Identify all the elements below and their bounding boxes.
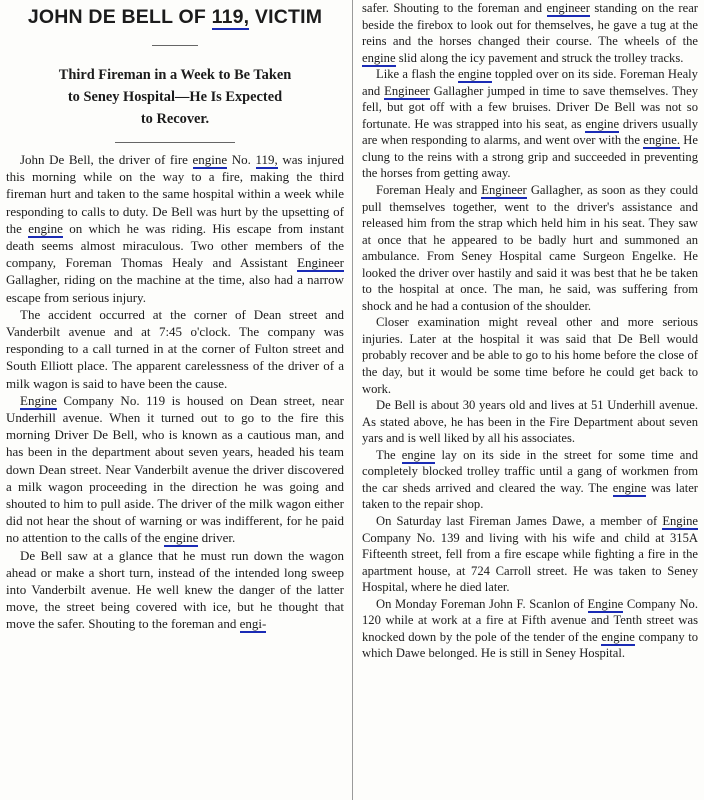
headline — [6, 6, 344, 29]
subheadline-line: Third Fireman in a Week to Be Taken — [58, 67, 292, 83]
article-paragraph: Like a flash the engine toppled over on its side. Foreman Healy and Engineer Gallagher jumped in time to save themselves. They fell, but got off with a few bruises. Driver De Bell was not so fortunate. He was strapped into his seat, as engine drivers usually are when responding to alarms, and went over with the engine. He clung to the reins with a strong grip and succeeded in preventing the horses from getting away. — [362, 67, 699, 181]
highlighted-term: engine. — [643, 133, 680, 148]
highlighted-term: Engineer — [481, 183, 527, 198]
article-paragraph: Closer examination might reveal other and more serious injuries. Later at the hospital it was said that De Bell would probably recover and be able to go to his home before the close of the day, but it would be some time before he could get back to work. — [362, 315, 698, 396]
highlighted-term: engine — [457, 67, 492, 82]
article-paragraph: De Bell saw at a glance that he must run down the wagon ahead or make a short turn, instead of the intended long sweep into Vanderbilt avenue. He well knew the danger of the latter move, the street being covered with ice, but he thought that move the safer. Shouting to the foreman and engi- — [6, 547, 344, 632]
headline-prefix: JOHN DE BELL OF — [27, 6, 212, 28]
subheadline-line: to Recover. — [140, 111, 210, 127]
highlighted-term: engine — [192, 152, 228, 167]
subheadline — [14, 64, 336, 130]
article-paragraph: De Bell is about 30 years old and lives at 51 Underhill avenue. As stated above, he has been in the Fire Department about seven yars and is well liked by all his associates. — [362, 398, 698, 446]
article-paragraph: John De Bell, the driver of fire engine No. 119, was injured this morning while on the way to a fire, making the third fireman hurt and taken to the same hospital within a week while responding to calls to duty. De Bell was hurt by the upsetting of the engine on which he was riding. His escape from instant death seems almost miraculous. Two other members of the company, Foreman Thomas Healy and Assistant Engineer Gallagher, riding on the machine at the time, also had a narrow escape from serious injury. — [6, 152, 344, 305]
article-paragraph: The engine lay on its side in the street for some time and completely blocked trolley traffic until a gang of workmen from the car sheds arrived and cleared the way. The engine was later taken to the repair shop. — [362, 447, 698, 512]
subheadline-divider — [115, 142, 235, 143]
highlighted-term: engine — [612, 480, 647, 495]
article-paragraph: Foreman Healy and Engineer Gallagher, as soon as they could pull themselves together, went to the driver's assistance and released him from the strap which held him in his seat. They saw at once that he appeared to be badly hurt and summoned an ambulance. From Seney Hospital came Surgeon Engelke. He looked the driver over hastily and said it was best that he be taken to the hospital at once. The man, he said, was suffering from shock and he had a contusion of the shoulder. — [362, 183, 698, 313]
highlighted-term: engineer — [546, 1, 590, 15]
headline-suffix: VICTIM — [249, 6, 323, 28]
highlighted-term: engine — [401, 447, 436, 462]
article-paragraph-continued: safer. Shouting to the foreman and engineer standing on the rear beside the firebox to look out for themselves, he gave a tug at the reins and the horses changed their course. The wheels of the engine slid along the icy pavement and struck the trolley tracks. — [362, 1, 698, 65]
highlighted-term: Engine — [20, 392, 57, 408]
article-paragraph: On Saturday last Fireman James Dawe, a member of Engine Company No. 139 and living with his wife and child at 315A Fifteenth street, fell from a fire escape while fighting a fire in the apartment house, at 724 Carroll street. He was taken to Seney Hospital, where he died later. — [362, 513, 698, 595]
highlighted-term: engine — [362, 50, 396, 65]
highlighted-term: Engineer — [384, 83, 430, 98]
right-column — [356, 0, 702, 800]
article-paragraph: The accident occurred at the corner of Dean street and Vanderbilt avenue and at 7:45 o'clock. The company was responding to a call turned in at the corner of Fulton street and South Elliott place. The apparent carelessness of the driver of a milk wagon is said to have been the cause. — [6, 306, 344, 391]
headline-divider — [152, 45, 198, 46]
highlighted-term: engine — [585, 116, 620, 131]
highlighted-term: Engineer — [297, 255, 344, 271]
highlighted-term: 119, — [255, 152, 278, 167]
highlighted-term: Engine — [587, 596, 624, 611]
highlighted-term: Engine — [662, 513, 698, 528]
subheadline-line: to Seney Hospital—He Is Expected — [67, 89, 283, 105]
highlighted-term: engine — [163, 530, 199, 546]
column-divider — [352, 0, 353, 800]
article-paragraph: On Monday Foreman John F. Scanlon of Engine Company No. 120 while at work at a fire at Fifth avenue and Tenth street was knocked down by the pole of the tender of the engine company to which Dawe belonged. He is still in Seney Hospital. — [362, 596, 699, 661]
article-paragraph: Engine Company No. 119 is housed on Dean street, near Underhill avenue. When it turned out to go to the fire this morning Driver De Bell, who is known as a cautious man, and has been in the department about seven years, headed his team down Dean street. Near Vanderbilt avenue the driver discovered a milk wagon proceeding in the direction he was going and shouted to him to pull aside. The driver of the milk wagon either did not hear the shout of warning or was indifferent, for he paid no attention to the calls of the engine driver. — [6, 392, 344, 546]
headline-highlight: 119, — [211, 6, 250, 28]
highlighted-term: engine — [28, 220, 63, 236]
highlighted-term: engi- — [239, 616, 267, 632]
highlighted-term: engine — [601, 629, 635, 644]
